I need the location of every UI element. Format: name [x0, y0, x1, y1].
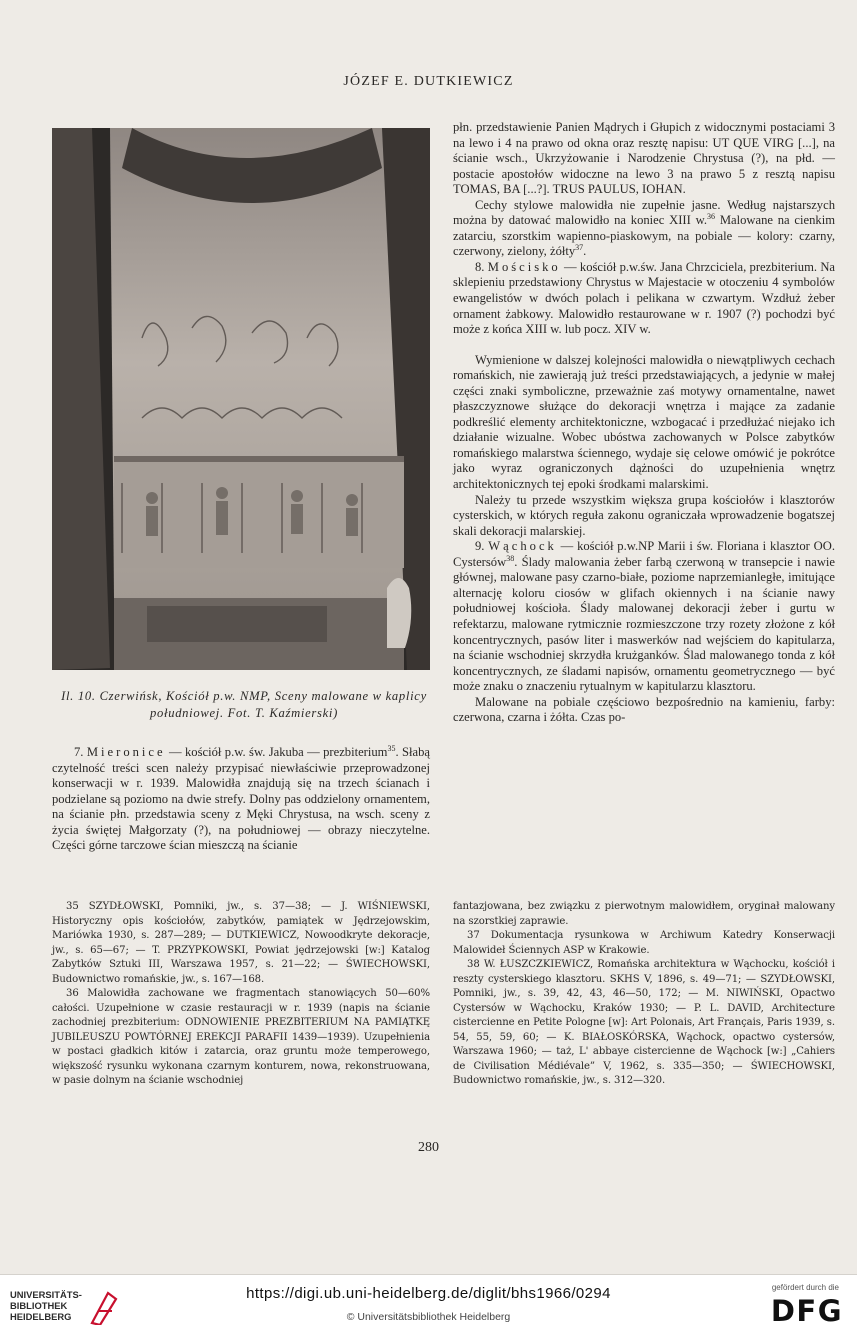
footnote: 36 Malowidła zachowane we fragmentach stanowiących 50—60% całości. Uzupełnione w czasie restauracji w r. 1939 (napis na ścianie zachodniej prezbiterium: ODNOWIENIE PREZBITERIUM NA PAMIĄTKĘ JUBILEUSZU POWTÓRNEJ EREKCJI PARAFII 1439—1939). Uzupełnienia w postaci gładkich kitów i zatarcia, oraz gruntu może temperowego, większość rysunku wykonana czarnym konturem, nowa, rekonstruowana, w pasie dolnym na ścianie wschodniej — [52, 988, 430, 1086]
footnote: 37 Dokumentacja rysunkowa w Archiwum Katedry Konserwacji Malowideł Ściennych ASP w Krakowie. — [453, 930, 835, 956]
logo-line: BIBLIOTHEK — [10, 1300, 68, 1311]
footnote: fantazjowana, bez związku z pierwotnym malowidłem, oryginał malowany na szorstkiej zaprawie. — [453, 901, 835, 927]
paragraph: 7. Mieronice — kościół p.w. św. Jakuba — prezbiterium$^{35}$. Słabą czytelność treści scen należy przypisać niewłaściwie przeprowadzonej konserwacji w r. 1939. Malowidła znajdują się na trzech ścianach i podzielane są poziomo na dwie strefy. Dolny pas oddzielony ornamentem, na ścianie płn. przedstawia sceny z Męki Chrystusa, na wsch. sceny z życia świętej Małgorzaty (?), na południowej — obrazy nieczytelne. Części górne tarczowe ścian mieszczą na ścianie — [52, 743, 430, 853]
footnotes-left — [52, 900, 430, 1089]
footnote: 35 SZYDŁOWSKI, Pomniki, jw., s. 37—38; — J. WIŚNIEWSKI, Historyczny opis kościołów, zabytków, pamiątek w Jędrzejowskim, Mariówka 1930, s. 287—289; — DUTKIEWICZ, Nowoodkryte dekoracje, jw., s. 65—67; — T. PRZYPKOWSKI, Powiat jędrzejowski [w:] Katalog Zabytków Sztuki III, Warszawa 1957, s. 21—22; — ŚWIECHOWSKI, Budownictwo romańskie, jw., s. 167—168. — [52, 901, 430, 985]
left-text-column — [52, 745, 430, 854]
logo-line: UNIVERSITÄTS- — [10, 1289, 82, 1300]
paragraph: Wymienione w dalszej kolejności malowidła o niewątpliwych cechach romańskich, nie zawierają już treści przedstawiających, a jedynie w małej części znaki symboliczne, przeważnie zaś motywy ornamentalne, nawet płaszczyznowe służące do dekoracji wnętrza i mające za zadanie podkreślić elementy architektoniczne, wzbogacać i przedłużać niejako ich działanie wizualne. Wobec ubóstwa zachowanych w Polsce zabytków romańskiego malarstwa ściennego, wydaje się celowe omówić je pokrótce jako wyraz ograniczonych dążności do uzupełnienia wnętrz architektonicznych tej epoki środkami malarskimi. — [453, 352, 835, 492]
dfg-logo[interactable]: DFG — [770, 1294, 843, 1328]
funding-note: gefördert durch die — [771, 1283, 839, 1292]
paragraph: Należy tu przede wszystkim większa grupa kościołów i klasztorów cysterskich, w których reguła zakonu ograniczała wprowadzenie bogatszej skali dekoracji malarskiej. — [453, 492, 835, 538]
copyright-notice: © Universitätsbibliothek Heidelberg — [346, 1311, 511, 1323]
running-header: JÓZEF E. DUTKIEWICZ — [343, 74, 514, 89]
fresco-photograph — [52, 128, 430, 670]
figure-caption: Il. 10. Czerwińsk, Kościół p.w. NMP, Sceny malowane w kaplicy południowej. Fot. T. Kaźmierski) — [61, 689, 427, 720]
permalink[interactable]: https://digi.ub.uni-heidelberg.de/diglit/bhs1966/0294 — [246, 1285, 611, 1302]
paragraph: Malowane na pobiale częściowo bezpośrednio na kamieniu, farby: czerwona, czarna i żółta. Czas po- — [453, 694, 835, 725]
logo-line: HEIDELBERG — [10, 1311, 72, 1322]
paragraph: płn. przedstawienie Panien Mądrych i Głupich z widocznymi postaciami 3 na lewo i 4 na prawo od okna oraz resztę napisu: UT QUE VIRG [...], na ścianie wsch., Ukrzyżowanie i Narodzenie Chrystusa (?), na płd. — postacie apostołów widoczne na lewo 3 na prawo 5 z resztą napisu TOMAS, BA [...?]. TRUS PAULUS, IOHAN. — [453, 120, 835, 197]
paragraph: 8. Mościsko — kościół p.w.św. Jana Chrzciciela, prezbiterium. Na sklepieniu przedstawiony Chrystus w Majestacie w otoczeniu 4 symbolów ewangelistów w dwóch polach i pelikana w czwartym. Wzdłuż żeber ornament żabkowy. Malowidło restaurowane w r. 1907 (?) pochodzi być może z końca XIII w. lub pocz. XIV w. — [453, 259, 836, 337]
footnotes-right — [453, 900, 835, 1089]
fresco-image — [52, 128, 430, 670]
paragraph: 9. Wąchock — kościół p.w.NP Marii i św. Floriana i klasztor OO. Cystersów$^{38}$. Ślady malowania żeber farbą czerwoną w transepcie i nawie głównej, malowane pasy czarno-białe, poziome naprzemianległe, imitujące alternację koloru ciosów w glifach okiennych i na ścianie nawy południowej kościoła. Ślady malowanej dekoracji żeber i gurtu w refektarzu, malowane rytmicznie rozmieszczone trzy rozety złożone z kół koncentrycznych, pasów liter i maswerków nad wejściem do kapitularza, na ścianie wschodniej skrzydła krużganków. Ślad malowanego tonda z kół koncentrycznych, ze śladami napisów, ornamentu geometrycznego — być może znaku o znaczeniu rytualnym w kapitularzu klasztoru. — [453, 539, 836, 694]
footnote: 38 W. ŁUSZCZKIEWICZ, Romańska architektura w Wąchocku, kościół i reszty cysterskiego klasztoru. SKHS V, 1896, s. 49—71; — SZYDŁOWSKI, Pomniki, jw., s. 39, 42, 43, 46—50, 172; — M. NIWIŃSKI, Opactwo Cystersów w Wąchocku, Kraków 1930; — P. L. DAVID, Architecture cistercienne en Petite Pologne [w]: Art Polonais, Art Français, Paris 1939, s. 54, 55, 59, 60; — K. BIAŁOSKÓRSKA, Wąchock, opactwo cystersów, Warszawa 1960; — taż, L' abbaye cistercienne de Wąchock [w:] „Cahiers de Civilisation Médiévale” V, 1962, s. 335—350; — ŚWIECHOWSKI, Budownictwo romańskie, jw., s. 312—320. — [453, 959, 835, 1086]
paragraph: Cechy stylowe malowidła nie zupełnie jasne. Według najstarszych można by datować malowidło na koniec XIII w.$^{36}$ Malowane na cienkim zatarciu, szorstkim wapienno-piaskowym, na pobiale — kolory: czarny, czerwony, zielony, żółty$^{37}$. — [453, 197, 835, 259]
right-text-column — [453, 120, 835, 726]
viewer-footer — [0, 1274, 857, 1335]
page-number: 280 — [418, 1140, 439, 1155]
